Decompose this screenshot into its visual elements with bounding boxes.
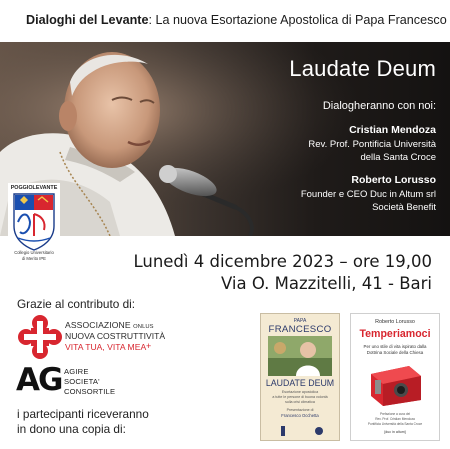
association-motto: VITA TUA, VITA MEA	[65, 342, 147, 352]
hero-banner	[0, 42, 450, 236]
college-subtitle: Collegio Universitario	[14, 250, 54, 255]
book-subtitle: Per uno stile di vita ispirato dalla	[363, 344, 427, 349]
speaker-name: Cristian Mendoza	[349, 124, 436, 136]
speaker-role: Società Benefit	[372, 202, 436, 213]
association-name: ASSOCIAZIONE	[65, 320, 131, 330]
gift-note	[17, 407, 149, 437]
sponsors-intro: Grazie al contributo di:	[17, 297, 136, 311]
book-subtitle: Esortazione apostolica	[281, 390, 319, 394]
association-name-line1	[65, 320, 154, 330]
gift-line1: i partecipanti riceveranno	[17, 407, 149, 421]
speaker-role: Founder e CEO Duc in Altum srl	[300, 189, 436, 200]
red-cross-flower-icon	[18, 315, 62, 359]
dialog-label: Dialogheranno con noi:	[322, 100, 436, 112]
speaker-role: Rev. Prof. Pontificia Università	[308, 139, 436, 150]
header-text	[26, 13, 447, 27]
book-title: LAUDATE DEUM	[265, 378, 335, 388]
ag-line2: SOCIETA'	[64, 377, 100, 386]
association-name-line2: NUOVA COSTRUTTIVITÀ	[65, 331, 166, 341]
speaker-role: della Santa Croce	[360, 152, 436, 163]
shield-icon	[8, 192, 60, 252]
ag-line3: CONSORTILE	[64, 387, 116, 396]
book-foreword: Prefazione a cura del	[379, 412, 411, 416]
gift-line2: in dono una copia di:	[17, 422, 126, 436]
header-subtitle: La nuova Esortazione Apostolica di Papa Francesco	[155, 13, 447, 27]
book-foreword: Rev. Prof. Cristian Mendoza	[375, 417, 415, 421]
association-onlus: ONLUS	[133, 324, 154, 330]
book-author: Roberto Lorusso	[375, 319, 415, 325]
ag-line1: AGIRE	[64, 367, 89, 376]
ag-logo	[16, 362, 241, 400]
book-author: FRANCESCO	[268, 324, 332, 335]
book-publisher: [duc in altum]	[384, 430, 406, 434]
book-preface-name: Francesco Occhetta	[281, 413, 319, 418]
book-cover-laudate-deum	[260, 313, 340, 441]
book-subtitle: Dottrina Sociale della Chiesa	[366, 350, 424, 355]
header-bar	[0, 0, 450, 42]
book-title: Temperiamoci	[359, 328, 431, 340]
publisher-logos-icon	[261, 424, 339, 438]
book-preface-label: Presentazione di	[286, 408, 314, 412]
speaker-name: Roberto Lorusso	[351, 174, 436, 186]
hero-title: Laudate Deum	[289, 56, 436, 81]
college-subtitle: di Merito IPE	[22, 256, 46, 261]
college-name: POGGIOLEVANTE	[10, 185, 58, 191]
pencil-sharpener-icon	[365, 360, 425, 408]
ag-letters: AG	[16, 362, 62, 398]
header-separator: :	[148, 13, 156, 27]
association-logo	[16, 313, 241, 361]
book-subtitle: a tutte le persone di buona volontà	[272, 395, 328, 399]
book-cover-temperiamoci	[350, 313, 440, 441]
book-cover-image	[268, 336, 332, 376]
book-foreword: Pontificia Università della Santa Croce	[367, 422, 423, 426]
association-plus-symbol: +	[146, 341, 152, 351]
book-subtitle: sulla crisi climatica	[285, 400, 315, 404]
event-place: Via O. Mazzitelli, 41 - Bari	[220, 274, 432, 293]
event-date-time: Lunedì 4 dicembre 2023 – ore 19,00	[133, 252, 432, 271]
college-crest	[8, 183, 60, 265]
series-title: Dialoghi del Levante	[26, 13, 149, 27]
book-kicker: PAPA	[293, 318, 307, 324]
